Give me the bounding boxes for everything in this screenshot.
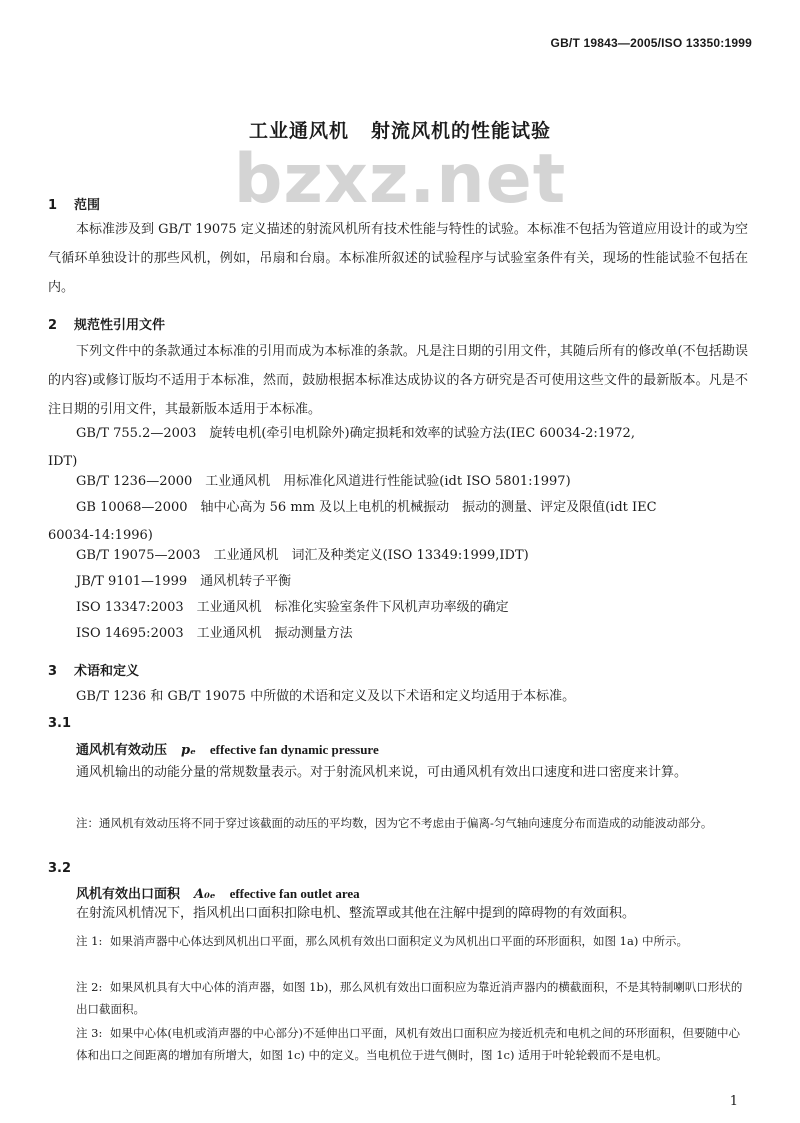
title-part2: 射流风机的性能试验 (371, 120, 552, 142)
reference-line: GB/T 1236—2000 工业通风机 用标准化风道进行性能试验(idt ISO 5801:1997) (76, 474, 571, 489)
page-number: 1 (729, 1094, 738, 1109)
reference-line: ISO 14695:2003 工业通风机 振动测量方法 (76, 626, 353, 641)
section-1-number: 1 (48, 198, 58, 213)
term-3-2-note (76, 976, 748, 1020)
section-3-title: 术语和定义 (74, 664, 140, 679)
clause-3-1-number: 3.1 (48, 716, 72, 731)
term-3-1-symbol: pₑ (181, 743, 196, 758)
note-label: 注 2: (76, 980, 103, 994)
section-1-text: 本标准涉及到 GB/T 19075 定义描述的射流风机所有技术性能与特性的试验。本标准不包括为管道应用设计的或为空气循环单独设计的那些风机，例如，吊扇和台扇。本标准所叙述的试验程序与试验室条件有关，现场的性能试验不包括在内。 (48, 222, 748, 295)
term-3-2-note (76, 930, 748, 952)
reference-item (76, 542, 748, 570)
reference-line: GB/T 19075—2003 工业通风机 词汇及种类定义(ISO 13349:1999,IDT) (76, 548, 529, 563)
section-3-number: 3 (48, 664, 58, 679)
term-3-2-symbol: A₀ₑ (194, 887, 216, 902)
note-label: 注 1: (76, 934, 103, 948)
reference-item (76, 620, 748, 648)
reference-item (76, 568, 748, 596)
reference-item (76, 594, 748, 622)
section-2-intro: 下列文件中的条款通过本标准的引用而成为本标准的条款。凡是注日期的引用文件，其随后所有的修改单(不包括勘误的内容)或修订版均不适用于本标准，然而，鼓励根据本标准达成协议的各方研究是否可使用这些文件的最新版本。凡是不注日期的引用文件，其最新版本适用于本标准。 (48, 344, 748, 417)
term-3-2-definition: 在射流风机情况下，指风机出口面积扣除电机、整流罩或其他在注解中提到的障碍物的有效面积。 (76, 906, 636, 921)
reference-line: GB/T 755.2—2003 旋转电机(牵引电机除外)确定损耗和效率的试验方法(IEC 60034-2:1972, (76, 426, 635, 441)
watermark: bzxz.net (233, 140, 567, 219)
term-3-1 (76, 739, 379, 758)
section-2-title: 规范性引用文件 (74, 318, 166, 333)
section-3-intro: GB/T 1236 和 GB/T 19075 中所做的术语和定义及以下术语和定义均适用于本标准。 (76, 689, 576, 704)
reference-line: JB/T 9101—1999 通风机转子平衡 (76, 574, 292, 589)
note-label: 注 3: (76, 1026, 103, 1040)
term-3-2-en: effective fan outlet area (229, 886, 360, 901)
term-3-1-definition: 通风机输出的动能分量的常规数量表示。对于射流风机来说，可由通风机有效出口速度和进口密度来计算。 (76, 765, 688, 780)
reference-continuation: 60034-14:1996) (48, 528, 153, 543)
section-1-heading (48, 194, 100, 213)
reference-item (76, 468, 748, 496)
note-text: 如果消声器中心体达到风机出口平面，那么风机有效出口面积定义为风机出口平面的环形面积，如图 1a) 中所示。 (110, 934, 688, 948)
document-title (0, 116, 800, 143)
term-3-1-note (76, 812, 748, 834)
term-3-1-en: effective fan dynamic pressure (209, 742, 379, 757)
reference-line: GB 10068—2000 轴中心高为 56 mm 及以上电机的机械振动 振动的测量、评定及限值(idt IEC (76, 500, 657, 515)
standard-code: GB/T 19843—2005/ISO 13350:1999 (550, 36, 752, 50)
term-3-2-zh: 风机有效出口面积 (76, 887, 181, 902)
note-text: 通风机有效动压将不同于穿过该截面的动压的平均数，因为它不考虑由于偏离-匀气轴向速度分布而造成的动能波动部分。 (99, 816, 713, 830)
reference-continuation: IDT) (48, 454, 78, 469)
section-1-title: 范围 (74, 198, 101, 213)
note-text: 如果中心体(电机或消声器的中心部分)不延伸出口平面，风机有效出口面积应为接近机壳和电机之间的环形面积，但要随中心体和出口之间距离的增加有所增大，如图 1c) 中的定义。当电机位于进气侧时，图 1c) 适用于叶轮轮毂而不是电机。 (76, 1026, 740, 1062)
section-2-number: 2 (48, 318, 58, 333)
title-part1: 工业通风机 (248, 120, 349, 142)
reference-line: ISO 13347:2003 工业通风机 标准化实验室条件下风机声功率级的确定 (76, 600, 509, 615)
note-text: 如果风机具有大中心体的消声器，如图 1b)，那么风机有效出口面积应为靠近消声器内的横截面积，不是其特制喇叭口形状的出口截面积。 (76, 980, 743, 1016)
note-label: 注： (76, 816, 99, 830)
term-3-1-zh: 通风机有效动压 (76, 743, 168, 758)
section-2-heading (48, 314, 165, 333)
section-3-heading (48, 660, 139, 679)
term-3-2-note (76, 1022, 748, 1066)
clause-3-2-number: 3.2 (48, 861, 72, 876)
